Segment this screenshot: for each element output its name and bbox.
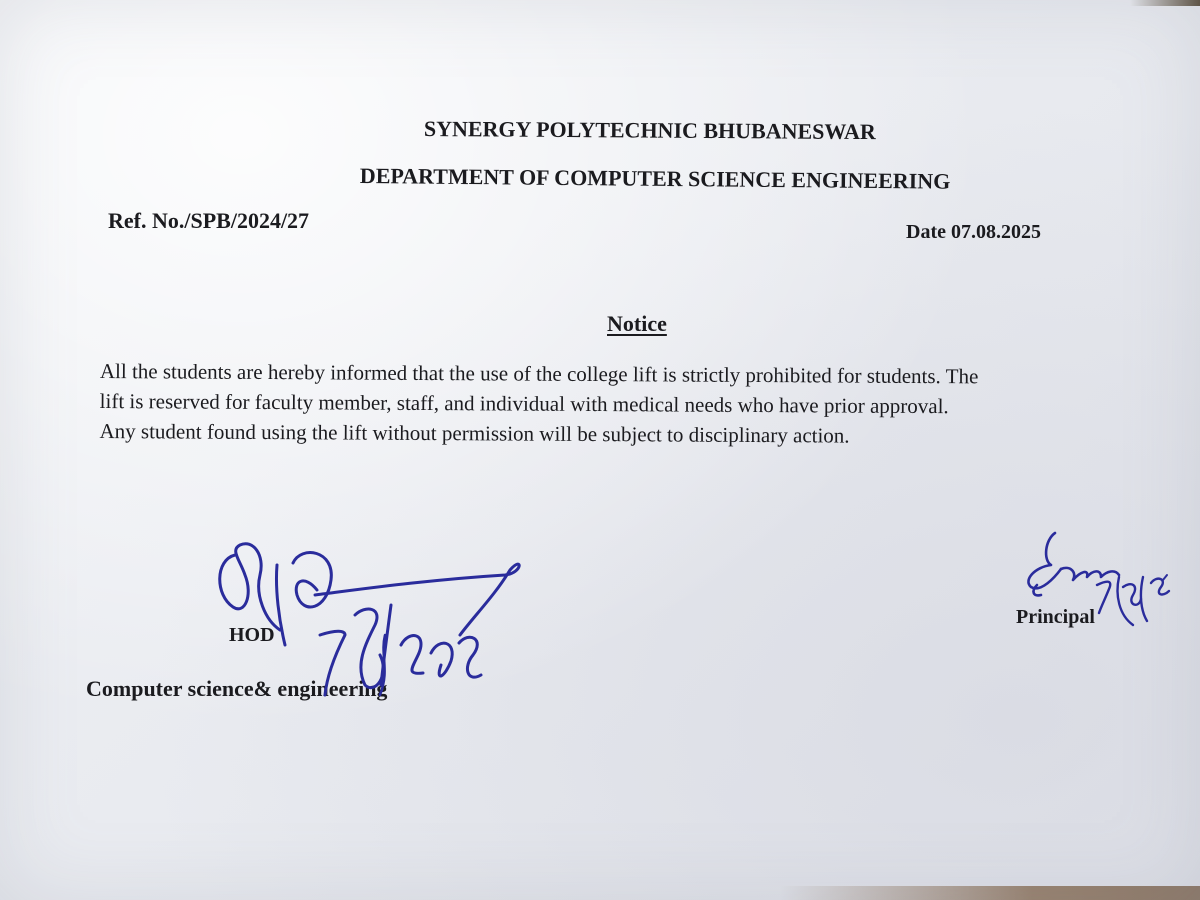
notice-body-line: Any student found using the lift without permission will be subject to disciplinary action. [99,418,850,448]
department-name: DEPARTMENT OF COMPUTER SCIENCE ENGINEERING [359,163,951,194]
background-edge [780,886,1200,900]
notice-body [99,356,1134,452]
hod-signature [205,535,535,710]
hod-department: Computer science& engineering [86,676,388,701]
hod-title: HOD [229,624,275,646]
background-corner [1130,0,1200,6]
institution-name: SYNERGY POLYTECHNIC BHUBANESWAR [423,116,876,145]
reference-number: Ref. No./SPB/2024/27 [108,208,310,233]
principal-title: Principal [1016,606,1095,628]
notice-body-line: lift is reserved for faculty member, staff, and individual with medical needs who have prior approval. [99,388,949,419]
notice-title: Notice [607,311,667,336]
notice-body-line: All the students are hereby informed that the use of the college lift is strictly prohibited for students. The [99,358,979,389]
principal-signature [1015,525,1175,635]
notice-date: Date 07.08.2025 [906,221,1041,243]
